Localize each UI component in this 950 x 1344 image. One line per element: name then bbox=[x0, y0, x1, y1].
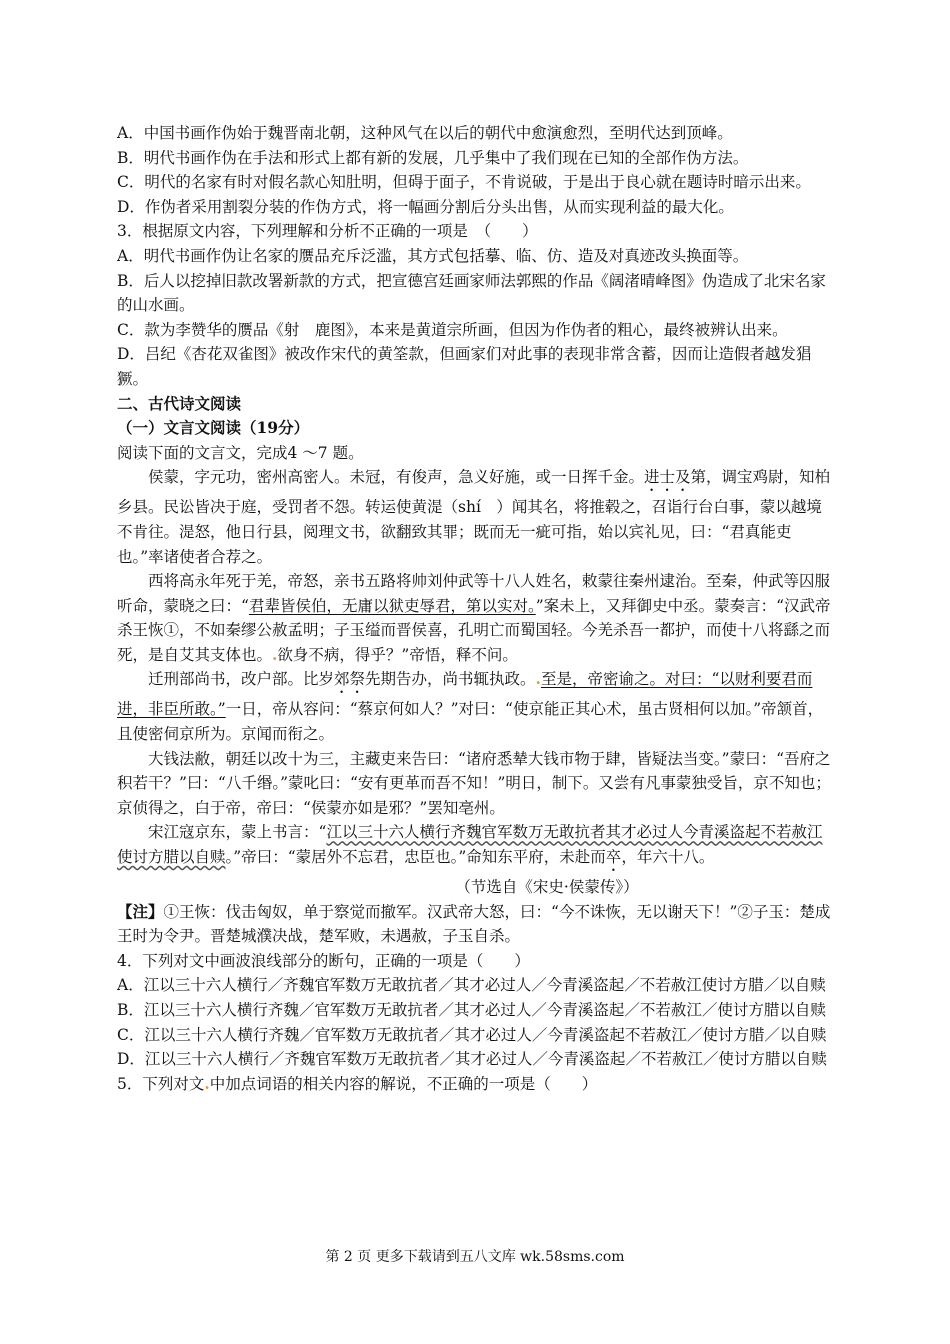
q4-option-c: C．江以三十六人横行齐魏／官军数万无敢抗者／其才必过人／今青溪盗起不若赦江／使讨方腊／以自赎 bbox=[117, 1025, 827, 1044]
passage-text: 第，调宝鸡尉，知柏乡县。民讼皆决于庭，受罚者不怨。转运使黄湜（shí ）闻其名，将推毂之，召诣行台白事，蒙以越境不肯往。湜怒，他日行县，阅理文书，欲翻致其罪；既而无一疵可指，始以宾礼见，曰：“君真能吏也。”率诸使者合荐之。 bbox=[117, 468, 831, 566]
passage-text: 宋江寇京东，蒙上书言：“ bbox=[148, 823, 327, 842]
section-heading: 二、古代诗文阅读 bbox=[117, 393, 242, 413]
q3-option-d: D．吕纪《杏花双雀图》被改作宋代的黄筌款，但画家们对此事的表现非常含蓄，因而让造假者越发猖獗。 bbox=[117, 345, 812, 388]
q5-stem bbox=[117, 1072, 837, 1097]
orange-mark: . bbox=[204, 1073, 210, 1093]
orange-mark: . bbox=[535, 669, 541, 689]
note-text: ①王恢：伐击匈奴，单于察觉而撤军。汉武帝大怒，曰：“今不诛恢，无以谢天下！”②子玉：楚成王时为令尹。晋楚城濮决战，楚军败，未遇赦，子玉自杀。 bbox=[117, 902, 831, 946]
passage-paragraph-1 bbox=[117, 465, 837, 569]
q3-stem: 3．根据原文内容，下列理解和分析不正确的一项是 （ ） bbox=[117, 222, 538, 241]
q2-option-b: B．明代书画作伪在手法和形式上都有新的发展，几乎集中了我们现在已知的全部作伪方法。 bbox=[117, 148, 749, 167]
q5-stem-text: 中加点词语的相关内容的解说，不正确的一项是（ ） bbox=[209, 1074, 598, 1093]
q3-option-a: A．明代书画作伪让名家的赝品充斥泛滥，其方式包括摹、临、仿、造及对真迹改头换面等。 bbox=[117, 246, 749, 265]
reading-instruction: 阅读下面的文言文，完成4 ～7 题。 bbox=[117, 443, 364, 462]
note bbox=[117, 900, 837, 949]
q4-option-d: D．江以三十六人横行／齐魏官军数万无敢抗者／其才必过人／今青溪盗起／不若赦江／使讨方腊以自赎 bbox=[117, 1050, 827, 1069]
passage-text: ”案未上，又拜御史中丞。蒙奏言：“汉武帝杀王恢①，不如秦缪公赦孟明；子玉缢而晋侯喜，孔明亡而蜀国轻。今羌杀吾一都护，而使十八将繇之而死，是自艾其支体也。 bbox=[117, 596, 831, 664]
passage-source: （节选自《宋史·侯蒙传》） bbox=[455, 878, 639, 897]
page-content bbox=[117, 121, 837, 1096]
dotted-phrase: 卒 bbox=[605, 848, 622, 867]
passage-paragraph-5 bbox=[117, 820, 837, 875]
q4-stem: 4．下列对文中画波浪线部分的断句，正确的一项是（ ） bbox=[117, 951, 530, 970]
note-label: 【注】 bbox=[117, 901, 164, 921]
wavy-underlined-sentence: 江以三十六人横行齐魏官军数万无敢抗者其才必过人今青溪盗起不若赦江使讨方腊以自赎 bbox=[117, 823, 823, 867]
underlined-sentence: 至是，帝密谕之。对曰：“以财利要君而进，非臣所敢。” bbox=[117, 670, 813, 719]
dotted-phrase: 进士及 bbox=[644, 468, 691, 487]
passage-text: ，年六十八。 bbox=[621, 848, 715, 867]
underlined-sentence: 君辈皆侯伯，无庸以狱吏辱君，第以实对。 bbox=[248, 596, 536, 615]
q2-option-a: A．中国书画作伪始于魏晋南北朝，这种风气在以后的朝代中愈演愈烈，至明代达到顶峰。 bbox=[117, 124, 733, 142]
passage-text: 西将高永年死于羌，帝怒，亲书五路将帅刘仲武等十八人姓名，敕蒙往秦州逮治。至秦，仲武等囚服听命，蒙晓之曰：“ bbox=[117, 572, 831, 615]
passage-text: 。”帝曰：“蒙居外不忘君，忠臣也。”命知东平府，未赴而 bbox=[225, 848, 606, 867]
orange-mark: . bbox=[272, 644, 278, 664]
q2-option-c: C．明代的名家有时对假名款心知肚明，但碍于面子，不肯说破，于是出于良心就在题诗时暗示出来。 bbox=[117, 173, 811, 192]
q2-option-d: D．作伪者采用割裂分装的作伪方式，将一幅画分割后分头出售，从而实现利益的最大化。 bbox=[117, 197, 734, 216]
passage-text: 一日，帝从容问：“蔡京何如人？”对曰：“使京能正其心术，虽古贤相何以加。”帝颔首，且使密伺京所为。京闻而衔之。 bbox=[117, 700, 824, 744]
passage-paragraph-2 bbox=[117, 569, 837, 667]
passage-text: 侯蒙，字元功，密州高密人。未冠，有俊声，急义好施，或一日挥千金。 bbox=[148, 468, 645, 487]
passage-text: 先期告办，尚书辄执政。 bbox=[365, 670, 536, 689]
page-footer: 第 2 页 更多下载请到五八文库 wk.58sms.com bbox=[325, 1249, 625, 1265]
passage-text: 欲身不病，得乎？”帝悟，释不问。 bbox=[277, 645, 518, 664]
subsection-heading: （一）文言文阅读（19分） bbox=[117, 418, 310, 438]
q4-option-b: B．江以三十六人横行齐魏／官军数万无敢抗者／其才必过人／今青溪盗起／不若赦江／使讨方腊以自赎 bbox=[117, 1001, 826, 1019]
passage-paragraph-3 bbox=[117, 667, 837, 746]
dotted-phrase: 郊祭 bbox=[334, 670, 366, 689]
passage-text: 迁刑部尚书，改户部。比岁 bbox=[148, 670, 335, 689]
passage-paragraph-4: 大钱法敝，朝廷以改十为三，主藏吏来告曰：“诸府悉辇大钱市物于肆，皆疑法当变。”蒙曰：“吾府之积若干？”曰：“八千缗。”蒙叱曰：“安有更革而吾不知！”明日，制下。又尝有凡事蒙独受旨，京不知也；京侦得之，白于帝，帝曰：“侯蒙亦如是邪？”罢知亳州。 bbox=[117, 749, 831, 817]
q4-option-a: A．江以三十六人横行／齐魏官军数万无敢抗者／其才必过人／今青溪盗起／不若赦江使讨方腊／以自赎 bbox=[117, 976, 826, 995]
q5-stem-text: 5．下列对文 bbox=[117, 1074, 205, 1093]
q3-option-c: C．款为李赞华的赝品《射 鹿图》，本来是黄道宗所画，但因为作伪者的粗心，最终被辨认出来。 bbox=[117, 320, 788, 339]
q3-option-b: B．后人以挖掉旧款改署新款的方式，把宣德宫廷画家师法郭熙的作品《阔渚晴峰图》伪造成了北宋名家的山水画。 bbox=[117, 271, 826, 315]
